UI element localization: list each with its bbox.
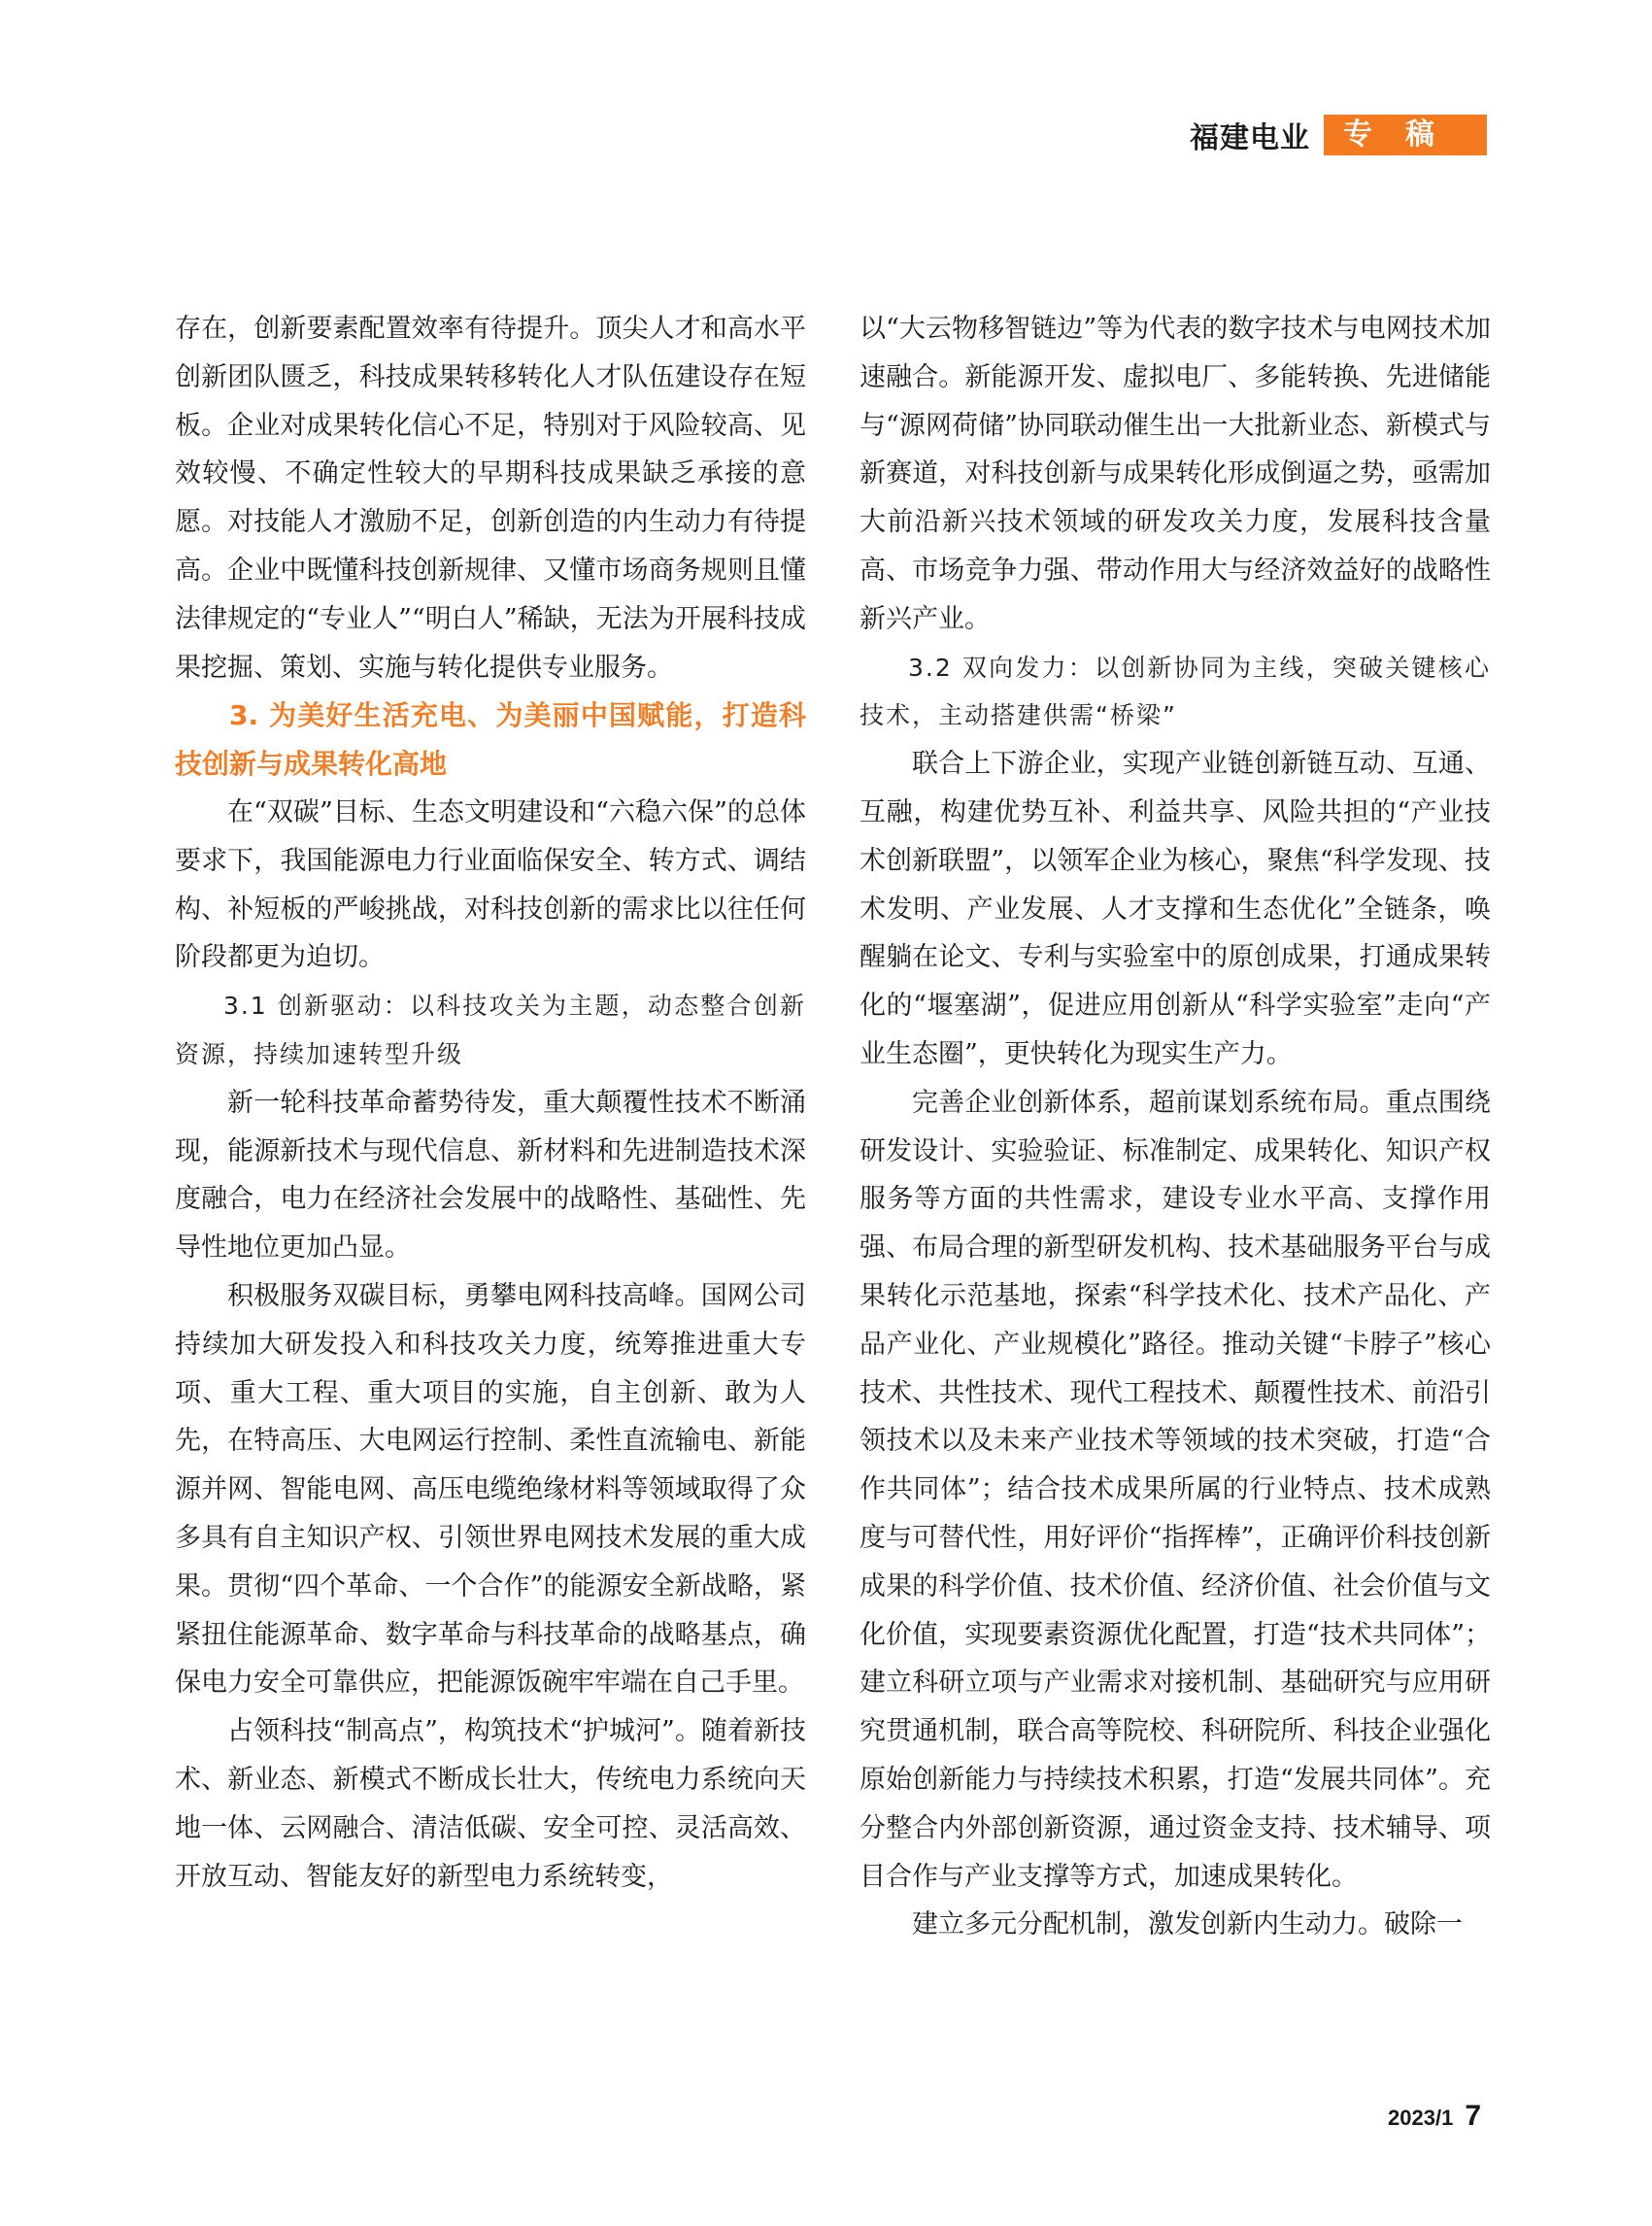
section-tag: 专稿 xyxy=(1320,115,1487,155)
subsection-heading: 3.1 创新驱动：以科技攻关为主题，动态整合创新资源，持续加速转型升级 xyxy=(175,992,806,1068)
paragraph: 占领科技“制高点”，构筑技术“护城河”。随着新技术、新业态、新模式不断成长壮大，传统电力系统向天地一体、云网融合、清洁低碳、安全可控、灵活高效、开放互动、智能友好的新型电力系统转变， xyxy=(175,1716,806,1892)
issue-number: 2023/1 xyxy=(1388,2106,1454,2130)
right-column xyxy=(860,305,1491,2043)
paragraph: 新一轮科技革命蓄势待发，重大颠覆性技术不断涌现，能源新技术与现代信息、新材料和先进制造技术深度融合，电力在经济社会发展中的战略性、基础性、先导性地位更加凸显。 xyxy=(175,1087,806,1264)
section-heading: 3. 为美好生活充电、为美丽中国赋能，打造科技创新与成果转化高地 xyxy=(175,699,806,781)
paragraph: 存在，创新要素配置效率有待提升。顶尖人才和高水平创新团队匮乏，科技成果转移转化人才队伍建设存在短板。企业对成果转化信心不足，特别对于风险较高、见效较慢、不确定性较大的早期科技成果缺乏承接的意愿。对技能人才激励不足，创新创造的内生动力有待提高。企业中既懂科技创新规律、又懂市场商务规则且懂法律规定的“专业人”“明白人”稀缺，无法为开展科技成果挖掘、策划、实施与转化提供专业服务。 xyxy=(175,314,806,683)
paragraph: 建立多元分配机制，激发创新内生动力。破除一 xyxy=(912,1909,1463,1940)
page-number: 7 xyxy=(1465,2100,1481,2132)
article-body xyxy=(175,305,1491,2043)
subsection-heading: 3.2 双向发力：以创新协同为主线，突破关键核心技术，主动搭建供需“桥梁” xyxy=(860,653,1491,730)
journal-name: 福建电业 xyxy=(1190,121,1310,155)
paragraph: 积极服务双碳目标，勇攀电网科技高峰。国网公司持续加大研发投入和科技攻关力度，统筹推进重大专项、重大工程、重大项目的实施，自主创新、敢为人先，在特高压、大电网运行控制、柔性直流输电、新能源并网、智能电网、高压电缆绝缘材料等领域取得了众多具有自主知识产权、引领世界电网技术发展的重大成果。贯彻“四个革命、一个合作”的能源安全新战略，紧紧扭住能源革命、数字革命与科技革命的战略基点，确保电力安全可靠供应，把能源饭碗牢牢端在自己手里。 xyxy=(175,1280,806,1699)
page-footer xyxy=(1388,2100,1481,2133)
paragraph: 联合上下游企业，实现产业链创新链互动、互通、互融，构建优势互补、利益共享、风险共担的“产业技术创新联盟”，以领军企业为核心，聚焦“科学发现、技术发明、产业发展、人才支撑和生态优化”全链条，唤醒躺在论文、专利与实验室中的原创成果，打通成果转化的“堰塞湖”，促进应用创新从“科学实验室”走向“产业生态圈”，更快转化为现实生产力。 xyxy=(860,749,1491,1069)
paragraph: 完善企业创新体系，超前谋划系统布局。重点围绕研发设计、实验验证、标准制定、成果转化、知识产权服务等方面的共性需求，建设专业水平高、支撑作用强、布局合理的新型研发机构、技术基础服务平台与成果转化示范基地，探索“科学技术化、技术产品化、产品产业化、产业规模化”路径。推动关键“卡脖子”核心技术、共性技术、现代工程技术、颠覆性技术、前沿引领技术以及未来产业技术等领域的技术突破，打造“合作共同体”；结合技术成果所属的行业特点、技术成熟度与可替代性，用好评价“指挥棒”，正确评价科技创新成果的科学价值、技术价值、经济价值、社会价值与文化价值，实现要素资源优化配置，打造“技术共同体”；建立科研立项与产业需求对接机制、基础研究与应用研究贯通机制，联合高等院校、科研院所、科技企业强化原始创新能力与持续技术积累，打造“发展共同体”。充分整合内外部创新资源，通过资金支持、技术辅导、项目合作与产业支撑等方式，加速成果转化。 xyxy=(860,1087,1491,1892)
paragraph: 以“大云物移智链边”等为代表的数字技术与电网技术加速融合。新能源开发、虚拟电厂、多能转换、先进储能与“源网荷储”协同联动催生出一大批新业态、新模式与新赛道，对科技创新与成果转化形成倒逼之势，亟需加大前沿新兴技术领域的研发攻关力度，发展科技含量高、市场竞争力强、带动作用大与经济效益好的战略性新兴产业。 xyxy=(860,314,1491,634)
paragraph: 在“双碳”目标、生态文明建设和“六稳六保”的总体要求下，我国能源电力行业面临保安全、转方式、调结构、补短板的严峻挑战，对科技创新的需求比以往任何阶段都更为迫切。 xyxy=(175,796,806,973)
running-header xyxy=(1190,115,1487,155)
left-column xyxy=(175,305,806,2043)
